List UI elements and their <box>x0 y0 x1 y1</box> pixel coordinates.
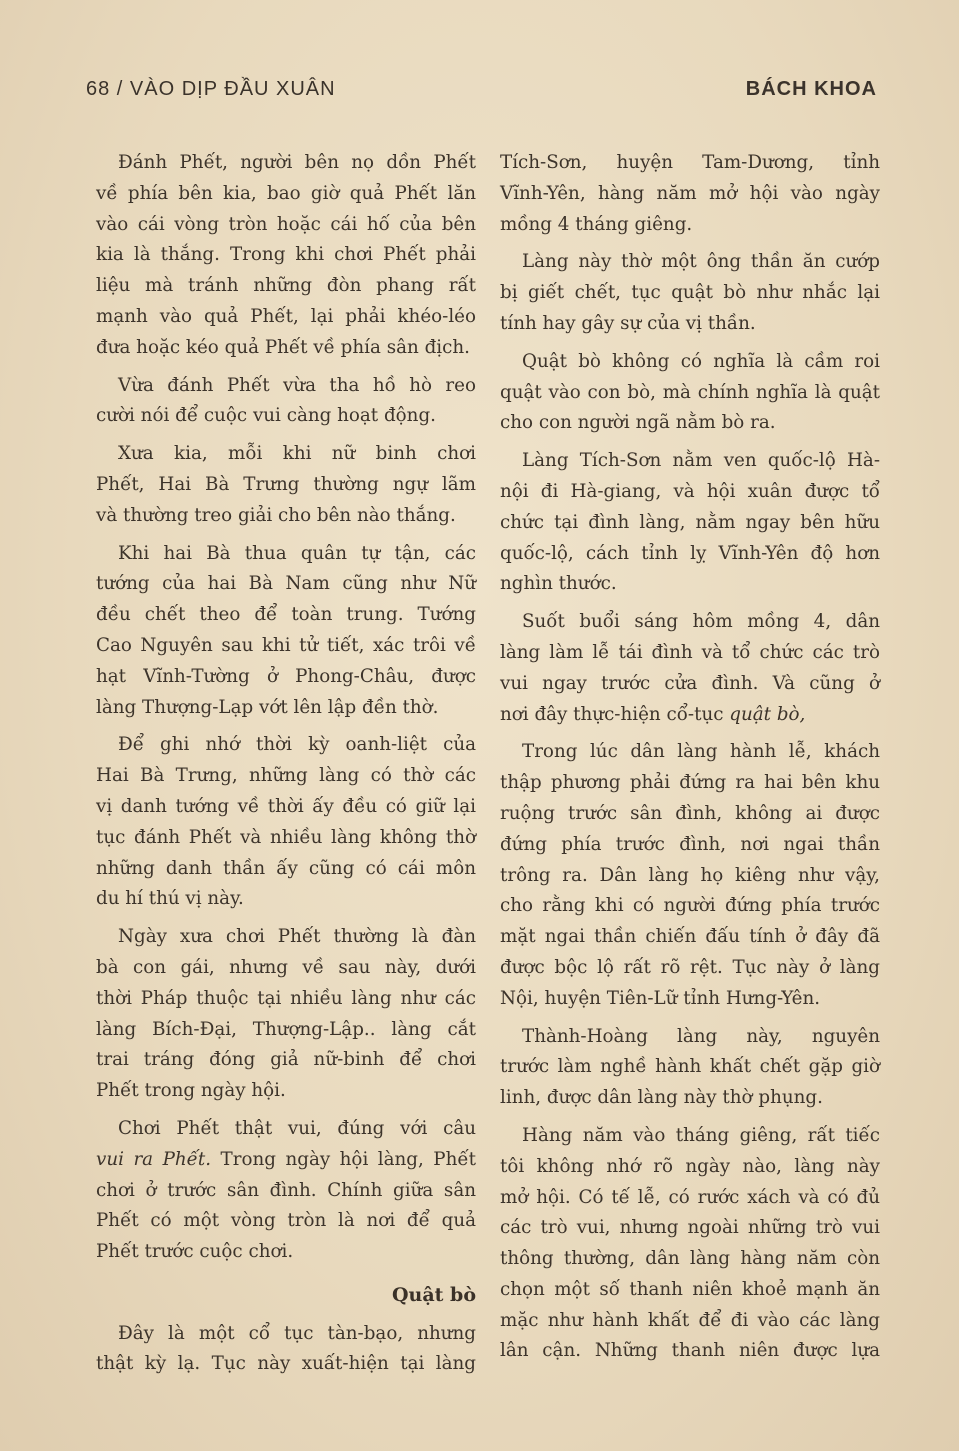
text-line: Tích-Sơn, huyện Tam-Dương, tỉnh <box>500 152 880 173</box>
text-line: Ngày xưa chơi Phết thường là đàn <box>118 926 476 948</box>
text-line: Nội, huyện Tiên-Lữ tỉnh Hưng-Yên. <box>500 987 821 1009</box>
text-line: lân cận. Những thanh niên được lựa <box>500 1340 880 1362</box>
text-line: thật kỳ lạ. Tục này xuất-hiện tại làng <box>96 1353 476 1375</box>
text-line: linh, được dân làng này thờ phụng. <box>500 1087 823 1109</box>
text-line: nghìn thước. <box>500 573 617 595</box>
text-line: vào cái vòng tròn hoặc cái hố của bên <box>96 213 476 235</box>
text-line <box>96 1145 476 1176</box>
paragraph <box>96 148 476 364</box>
text-line: Phết trước cuộc chơi. <box>96 1241 294 1263</box>
paragraph <box>96 730 476 915</box>
text-line: tôi không nhớ rõ ngày nào, làng này <box>500 1155 880 1177</box>
paragraph <box>500 607 880 730</box>
text-line: hạt Vĩnh-Tường ở Phong-Châu, được <box>96 665 476 687</box>
paragraph <box>500 1022 880 1114</box>
text-line: những danh thần ấy cũng có cái môn <box>96 857 476 879</box>
text-span: Trong ngày hội làng, Phết <box>211 1148 476 1170</box>
paragraph <box>96 539 476 724</box>
paragraph <box>96 1319 476 1381</box>
text-span: nơi đây thực-hiện cổ-tục <box>500 703 730 725</box>
text-line: mở hội. Có tế lễ, có rước xách và có đủ <box>500 1186 880 1208</box>
text-line: Làng Tích-Sơn nằm ven quốc-lộ Hà- <box>522 450 880 472</box>
text-line: tục đánh Phết và nhiều làng không thờ <box>96 826 476 848</box>
text-line: Quật bò không có nghĩa là cầm roi <box>522 350 880 372</box>
text-line: Thành-Hoàng làng này, nguyên <box>522 1025 880 1047</box>
paragraph-lines <box>96 1176 476 1268</box>
text-line: Phết, Hai Bà Trưng thường ngự lãm <box>96 473 476 495</box>
text-line: Phết trong ngày hội. <box>96 1080 286 1102</box>
paragraph <box>500 347 880 439</box>
text-line: Suốt buổi sáng hôm mồng 4, dân <box>522 611 880 633</box>
text-line: thời Pháp thuộc tại nhiều làng như các <box>96 987 476 1009</box>
paragraph <box>500 446 880 600</box>
text-line <box>500 700 880 731</box>
header-page-title: 68 / VÀO DỊP ĐẦU XUÂN <box>86 78 336 100</box>
header-magazine-name: BÁCH KHOA <box>745 78 877 100</box>
text-line: cười nói để cuộc vui càng hoạt động. <box>96 405 436 427</box>
text-line: mạnh vào quả Phết, lại phải khéo-léo <box>96 305 476 327</box>
left-column <box>96 148 476 1387</box>
text-line: Phết có một vòng tròn là nơi để quả <box>96 1210 476 1232</box>
italic-phrase: quật bò, <box>729 703 806 725</box>
text-line: đưa hoặc kéo quả Phết về phía sân địch. <box>96 336 470 358</box>
text-line: làng Thượng-Lạp vớt lên lập đền thờ. <box>96 696 439 718</box>
text-line: Hàng năm vào tháng giêng, rất tiếc <box>522 1124 880 1146</box>
text-line: trai tráng đóng giả nữ-binh để chơi <box>96 1049 476 1071</box>
paragraph <box>500 1121 880 1367</box>
text-line: vui ngay trước cửa đình. Và cũng ở <box>500 672 880 694</box>
text-line: mồng 4 tháng giêng. <box>500 213 693 235</box>
text-line: chức tại đình làng, nằm ngay bên hữu <box>500 511 880 533</box>
paragraph <box>500 247 880 339</box>
paragraph <box>96 922 476 1107</box>
right-column <box>500 148 880 1374</box>
text-line: đều chết theo để toàn trung. Tướng <box>96 604 476 626</box>
text-line: Xưa kia, mỗi khi nữ binh chơi <box>118 443 476 465</box>
text-line: tính hay gây sự của vị thần. <box>500 312 756 334</box>
text-line: Trong lúc dân làng hành lễ, khách <box>522 741 880 763</box>
text-line: làng Bích-Đại, Thượng-Lập.. làng cắt <box>96 1018 476 1040</box>
text-line: bị giết chết, tục quật bò như nhắc lại <box>500 282 880 304</box>
text-line: quật vào con bò, mà chính nghĩa là quật <box>500 381 880 403</box>
text-line: cho con người ngã nằm bò ra. <box>500 412 776 434</box>
text-line: các trò vui, nhưng ngoài những trò vui <box>500 1217 880 1239</box>
paragraph <box>96 371 476 433</box>
section-heading: Quật bò <box>391 1283 476 1306</box>
text-line: Vĩnh-Yên, hàng năm mở hội vào ngày <box>500 182 880 204</box>
text-line: Chơi Phết thật vui, đúng với câu <box>118 1117 476 1139</box>
text-line: về phía bên kia, bao giờ quả Phết lăn <box>96 182 476 204</box>
italic-phrase: vui ra Phết. <box>96 1148 212 1170</box>
text-line: nội đi Hà-giang, và hội xuân được tổ <box>500 480 880 502</box>
paragraph <box>96 439 476 531</box>
text-line: Đây là một cổ tục tàn-bạo, nhưng <box>118 1322 476 1344</box>
text-line: được bộc lộ rất rõ rệt. Tục này ở làng <box>500 956 880 978</box>
text-line: Đánh Phết, người bên nọ dồn Phết <box>118 152 476 173</box>
text-line: chọn một số thanh niên khoẻ mạnh ăn <box>500 1278 880 1300</box>
text-line: thập phương phải đứng ra hai bên khu <box>500 772 880 794</box>
text-line: Để ghi nhớ thời kỳ oanh-liệt của <box>118 734 476 756</box>
text-line: bà con gái, nhưng về sau này, dưới <box>96 956 476 978</box>
text-line: làng làm lễ tái đình và tổ chức các trò <box>500 641 880 663</box>
text-line: Khi hai Bà thua quân tự tận, các <box>118 542 476 564</box>
paragraph-lines <box>500 607 880 699</box>
text-line: chơi ở trước sân đình. Chính giữa sân <box>96 1179 476 1201</box>
text-line: du hí thú vị này. <box>96 888 244 910</box>
text-line: thông thường, dân làng hàng năm còn <box>500 1248 880 1270</box>
text-line: mặt ngai thần chiến đấu tính ở đây đã <box>500 926 880 948</box>
text-line: trước làm nghề hành khất chết gặp giờ <box>500 1056 880 1078</box>
text-line: vị danh tướng về thời ấy đều có giữ lại <box>96 795 476 817</box>
text-line: ruộng trước sân đình, không ai được <box>500 802 880 824</box>
text-line: và thường treo giải cho bên nào thắng. <box>96 504 456 526</box>
text-line: Vừa đánh Phết vừa tha hồ hò reo <box>118 374 476 396</box>
text-line: Làng này thờ một ông thần ăn cướp <box>522 251 880 273</box>
paragraph <box>96 1114 476 1268</box>
text-line: kia là thắng. Trong khi chơi Phết phải <box>96 244 476 266</box>
running-header <box>86 78 877 108</box>
text-line: mặc như hành khất để đi vào các làng <box>500 1309 880 1331</box>
text-line: trông ra. Dân làng họ kiêng như vậy, <box>500 864 880 886</box>
text-line: Hai Bà Trưng, những làng có thờ các <box>96 765 476 787</box>
text-line: liệu mà tránh những đòn phang rất <box>96 275 476 297</box>
text-line: đứng phía trước đình, nơi ngai thần <box>500 833 880 855</box>
paragraph <box>500 737 880 1014</box>
text-line: quốc-lộ, cách tỉnh lỵ Vĩnh-Yên độ hơn <box>500 542 880 564</box>
text-line: tướng của hai Bà Nam cũng như Nữ <box>96 573 476 595</box>
text-line: Cao Nguyên sau khi tử tiết, xác trôi về <box>96 634 476 656</box>
text-line: cho rằng khi có người đứng phía trước <box>500 895 880 917</box>
paragraph <box>500 148 880 240</box>
